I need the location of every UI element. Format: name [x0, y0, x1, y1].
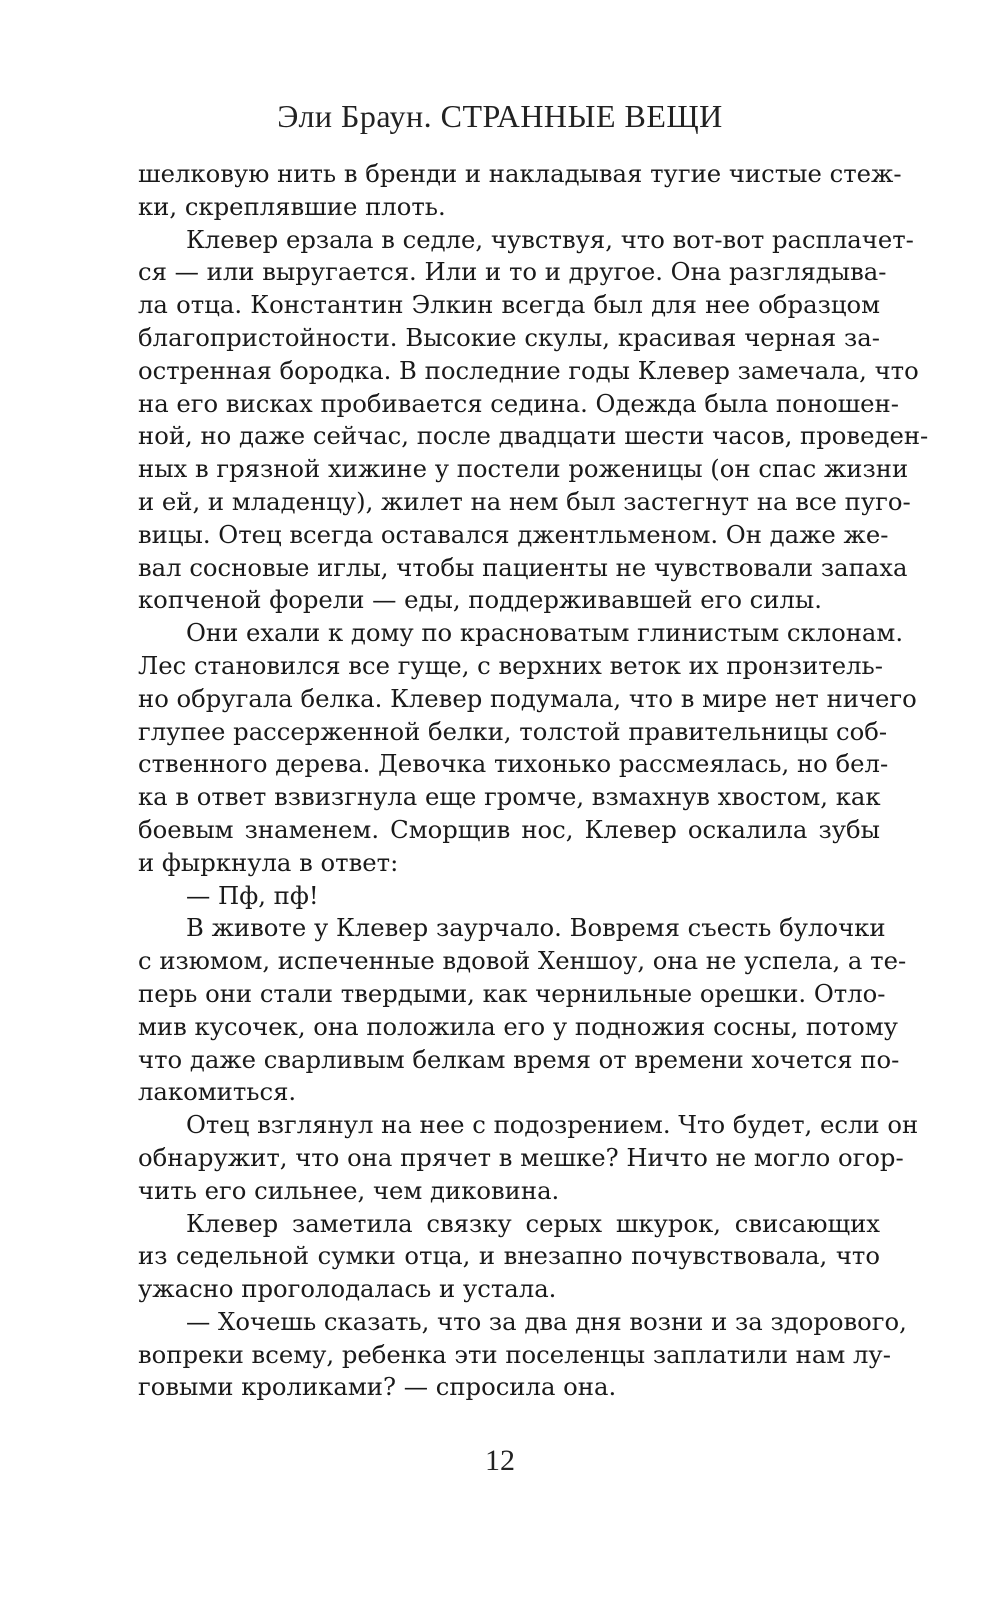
- text-line: говыми кроликами? — спросила она.: [138, 1372, 617, 1402]
- body-text: [138, 158, 929, 1404]
- text-line: и ей, и младенцу), жилет на нем был застегнут на все пуго-: [138, 486, 911, 516]
- text-line: на его висках пробивается седина. Одежда была поношен-: [138, 388, 899, 418]
- text-line: В животе у Клевер заурчало. Вовремя съесть булочки: [186, 913, 886, 943]
- text-line: вал сосновые иглы, чтобы пациенты не чувствовали запаха: [138, 552, 908, 582]
- text-line: шелковую нить в бренди и накладывая тугие чистые стеж-: [138, 159, 902, 188]
- text-line: чить его сильнее, чем диковина.: [138, 1175, 560, 1205]
- text-line: ных в грязной хижине у постели роженицы (он спас жизни: [138, 454, 909, 484]
- text-line: — Пф, пф!: [186, 880, 319, 910]
- text-line: остренная бородка. В последние годы Клевер замечала, что: [138, 355, 919, 385]
- text-line: ки, скреплявшие плоть.: [138, 191, 446, 221]
- text-line: обнаружит, что она прячет в мешке? Ничто не могло огор-: [138, 1142, 904, 1172]
- text-line: глупее рассерженной белки, толстой правительницы соб-: [138, 716, 888, 746]
- page-number: 12: [485, 1444, 515, 1477]
- running-head: Эли Браун. СТРАННЫЕ ВЕЩИ: [277, 98, 723, 134]
- text-line: вицы. Отец всегда оставался джентльменом. Он даже же-: [138, 519, 889, 549]
- text-line: Они ехали к дому по красноватым глинистым склонам.: [186, 618, 904, 648]
- text-line: ужасно проголодалась и устала.: [138, 1274, 557, 1304]
- text-line: перь они стали твердыми, как чернильные орешки. Отло-: [138, 978, 886, 1008]
- text-line: ственного дерева. Девочка тихонько рассмеялась, но бел-: [138, 749, 889, 779]
- text-line: благопристойности. Высокие скулы, красивая черная за-: [138, 322, 880, 352]
- text-line: боевым знаменем. Сморщив нос, Клевер оскалила зубы: [138, 814, 880, 844]
- text-line: Клевер заметила связку серых шкурок, свисающих: [186, 1208, 880, 1238]
- text-line: копченой форели — еды, поддерживавшей его силы.: [138, 585, 822, 615]
- text-line: Лес становился все гуще, с верхних веток их пронзитель-: [138, 650, 883, 680]
- text-line: Клевер ерзала в седле, чувствуя, что вот-вот расплачет-: [186, 224, 914, 254]
- text-line: но обругала белка. Клевер подумала, что в мире нет ничего: [138, 683, 917, 713]
- text-line: мив кусочек, она положила его у подножия сосны, потому: [138, 1011, 898, 1041]
- text-line: Отец взглянул на нее с подозрением. Что будет, если он: [186, 1110, 919, 1140]
- text-line: ка в ответ взвизгнула еще громче, взмахнув хвостом, как: [138, 782, 881, 812]
- text-line: из седельной сумки отца, и внезапно почувствовала, что: [138, 1241, 880, 1271]
- text-line: ной, но даже сейчас, после двадцати шести часов, проведен-: [138, 421, 929, 451]
- text-line: лакомиться.: [138, 1077, 297, 1107]
- text-line: и фыркнула в ответ:: [138, 847, 399, 877]
- text-line: — Хочешь сказать, что за два дня возни и за здорового,: [186, 1306, 907, 1336]
- text-line: ся — или выругается. Или и то и другое. Она разглядыва-: [138, 257, 887, 287]
- text-line: вопреки всему, ребенка эти поселенцы заплатили нам лу-: [138, 1339, 891, 1369]
- text-line: что даже сварливым белкам время от времени хочется по-: [138, 1044, 900, 1074]
- text-line: с изюмом, испеченные вдовой Хеншоу, она не успела, а те-: [138, 946, 907, 976]
- text-line: ла отца. Константин Элкин всегда был для нее образцом: [138, 290, 880, 320]
